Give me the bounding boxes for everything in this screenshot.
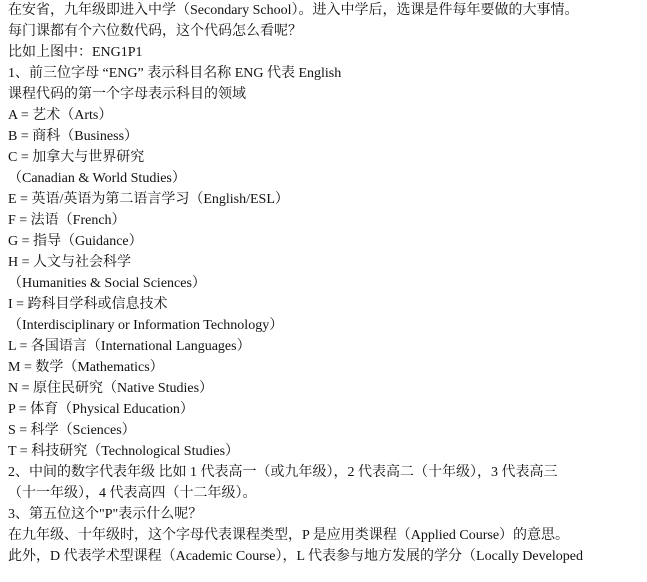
section-1-description: 课程代码的第一个字母表示科目的领域 — [8, 87, 246, 102]
section-2-continuation: （十一年级），4 代表高四（十二年级）。 — [8, 486, 257, 501]
subject-item-c-english: （Canadian & World Studies） — [8, 171, 186, 186]
subject-item-h: H = 人文与社会科学 — [8, 255, 132, 270]
subject-item-n: N = 原住民研究（Native Studies） — [8, 381, 214, 396]
section-2-heading: 2、中间的数字代表年级 比如 1 代表高一（或九年级），2 代表高二（十年级），3 代表高三 — [8, 465, 558, 480]
subject-item-i: I = 跨科目学科或信息技术 — [8, 297, 168, 312]
article-body — [8, 0, 644, 567]
subject-item-s: S = 科学（Sciences） — [8, 423, 136, 438]
intro-paragraph: 在安省，九年级即进入中学（Secondary School）。进入中学后，选课是件每年要做的大事情。 — [8, 3, 579, 18]
section-3-paragraph: 在九年级、十年级时，这个字母代表课程类型，P 是应用类课程（Applied Course）的意思。 — [8, 528, 570, 543]
section-3-continuation: 此外，D 代表学术型课程（Academic Course），L 代表参与地方发展的学分（Locally Developed — [8, 549, 583, 564]
subject-item-m: M = 数学（Mathematics） — [8, 360, 164, 375]
section-1-heading: 1、前三位字母 “ENG” 表示科目名称 ENG 代表 English — [8, 66, 342, 81]
subject-item-a: A = 艺术（Arts） — [8, 108, 113, 123]
question-line: 每门课都有个六位数代码，这个代码怎么看呢？ — [8, 24, 302, 39]
subject-item-p: P = 体育（Physical Education） — [8, 402, 194, 417]
subject-item-g: G = 指导（Guidance） — [8, 234, 143, 249]
subject-item-b: B = 商科（Business） — [8, 129, 139, 144]
subject-item-l: L = 各国语言（International Languages） — [8, 339, 251, 354]
subject-item-h-english: （Humanities & Social Sciences） — [8, 276, 206, 291]
section-3-heading: 3、第五位这个"P"表示什么呢？ — [8, 507, 203, 522]
subject-item-t: T = 科技研究（Technological Studies） — [8, 444, 240, 459]
subject-item-c: C = 加拿大与世界研究 — [8, 150, 145, 165]
example-code-line: 比如上图中：ENG1P1 — [8, 45, 143, 60]
subject-item-f: F = 法语（French） — [8, 213, 126, 228]
subject-item-i-english: （Interdisciplinary or Information Technology） — [8, 318, 284, 333]
subject-item-e: E = 英语/英语为第二语言学习（English/ESL） — [8, 192, 289, 207]
